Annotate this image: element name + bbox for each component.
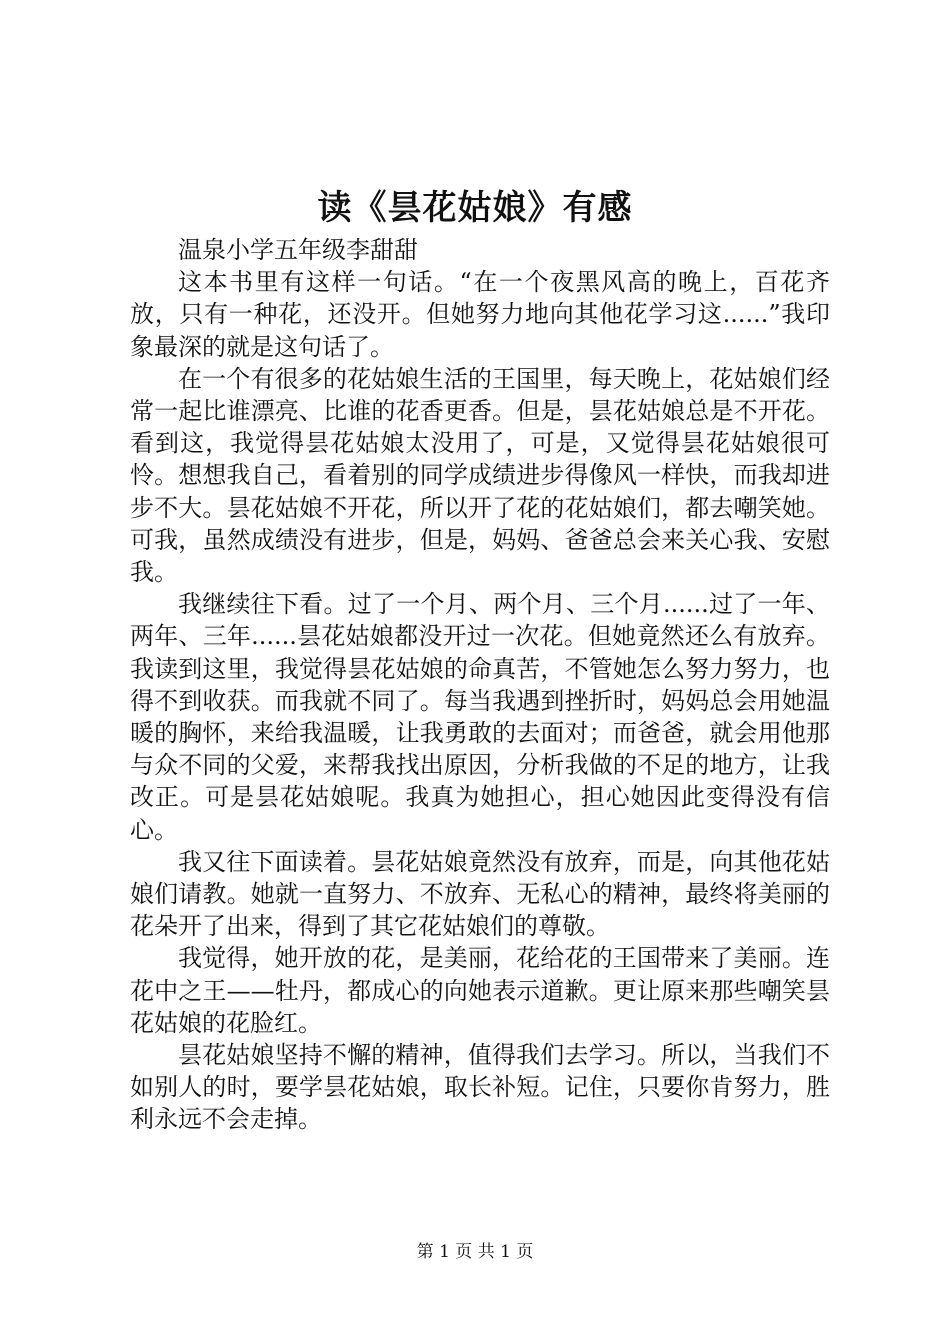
author-line: 温泉小学五年级李甜甜 bbox=[178, 236, 418, 264]
document-body bbox=[130, 234, 830, 1136]
paragraph: 我又往下面读着。昙花姑娘竟然没有放弃，而是，向其他花姑娘们请教。她就一直努力、不放弃、无私心的精神，最终将美丽的花朵开了出来，得到了其它花姑娘们的尊敬。 bbox=[130, 847, 830, 941]
page-footer: 第 1 页 共 1 页 bbox=[416, 1242, 534, 1262]
document-title: 读《昙花姑娘》有感 bbox=[317, 188, 633, 228]
paragraph: 我继续往下看。过了一个月、两个月、三个月......过了一年、两年、三年......昙花姑娘都没开过一次花。但她竟然还么有放弃。我读到这里，我觉得昙花姑娘的命真苦，不管她怎么努力努力，也得不到收获。而我就不同了。每当我遇到挫折时，妈妈总会用她温暖的胸怀，来给我温暖，让我勇敢的去面对；而爸爸，就会用他那与众不同的父爱，来帮我找出原因，分析我做的不足的地方，让我改正。可是昙花姑娘呢。我真为她担心，担心她因此变得没有信心。 bbox=[130, 590, 830, 844]
paragraph: 这本书里有这样一句话。“在一个夜黑风高的晚上，百花齐放，只有一种花，还没开。但她努力地向其他花学习这......”我印象最深的就是这句话了。 bbox=[130, 268, 830, 361]
paragraph: 在一个有很多的花姑娘生活的王国里，每天晚上，花姑娘们经常一起比谁漂亮、比谁的花香更香。但是，昙花姑娘总是不开花。看到这，我觉得昙花姑娘太没用了，可是，又觉得昙花姑娘很可怜。想想我自己，看着别的同学成绩进步得像风一样快，而我却进步不大。昙花姑娘不开花，所以开了花的花姑娘们，都去嘲笑她。可我，虽然成绩没有进步，但是，妈妈、爸爸总会来关心我、安慰我。 bbox=[130, 364, 830, 587]
paragraph: 我觉得，她开放的花，是美丽，花给花的王国带来了美丽。连花中之王——牡丹，都成心的向她表示道歉。更让原来那些嘲笑昙花姑娘的花脸红。 bbox=[130, 944, 830, 1037]
paragraph: 昙花姑娘坚持不懈的精神，值得我们去学习。所以，当我们不如别人的时，要学昙花姑娘，取长补短。记住，只要你肯努力，胜利永远不会走掉。 bbox=[130, 1041, 830, 1134]
